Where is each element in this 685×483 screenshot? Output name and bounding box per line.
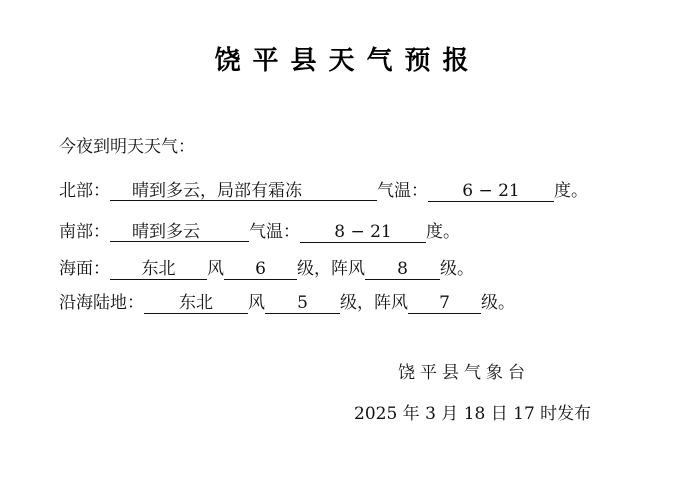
north-temp-unit: 度。 xyxy=(554,181,588,201)
sea-wind-direction: 东北 xyxy=(110,259,207,280)
coast-line xyxy=(59,292,515,314)
north-temp-label: 气温： xyxy=(377,181,428,201)
south-temp-unit: 度。 xyxy=(426,222,460,242)
issuer-name: 饶平县气象台 xyxy=(398,363,530,383)
south-weather: 晴到多云 xyxy=(110,222,249,242)
sea-wind-word: 风 xyxy=(207,259,224,279)
sea-gust-unit: 级。 xyxy=(440,259,474,279)
coast-gust-unit: 级。 xyxy=(481,293,515,313)
issue-time: 2025 年 3 月 18 日 17 时发布 xyxy=(354,404,592,424)
intro-line: 今夜到明天天气： xyxy=(59,137,195,157)
coast-wind-word: 风 xyxy=(248,293,265,313)
sea-gust-level: 8 xyxy=(365,259,440,280)
north-temp: 6 − 21 xyxy=(428,181,554,202)
page-title: 饶平县天气预报 xyxy=(214,46,481,76)
south-temp: 8 − 21 xyxy=(300,222,426,243)
coast-level-unit: 级，阵风 xyxy=(340,293,408,313)
sea-label: 海面： xyxy=(59,259,110,279)
south-label: 南部： xyxy=(59,222,110,242)
coast-wind-direction: 东北 xyxy=(144,293,248,314)
sea-line xyxy=(59,258,474,280)
south-line xyxy=(59,221,460,243)
coast-label: 沿海陆地： xyxy=(59,293,144,313)
sea-wind-level: 6 xyxy=(224,259,297,280)
coast-wind-level: 5 xyxy=(265,293,340,314)
coast-gust-level: 7 xyxy=(408,293,481,314)
sea-level-unit: 级，阵风 xyxy=(297,259,365,279)
north-label: 北部： xyxy=(59,181,110,201)
south-temp-label: 气温： xyxy=(249,222,300,242)
north-line xyxy=(59,180,588,202)
north-weather: 晴到多云，局部有霜冻 xyxy=(110,181,377,201)
